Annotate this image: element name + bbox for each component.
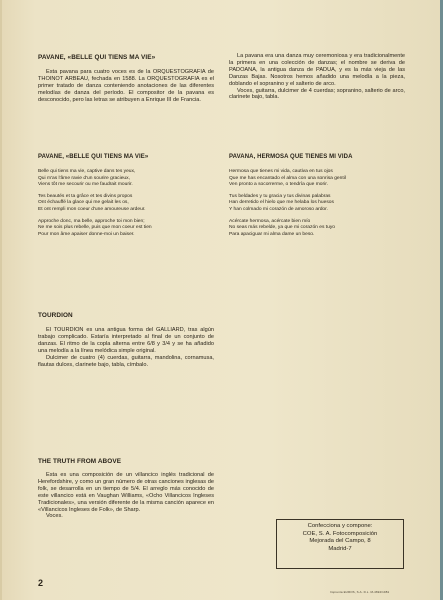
pavane-body bbox=[38, 69, 214, 104]
lyrics-line: Viens tôt me secourir ou me faudrait mourir. bbox=[38, 182, 133, 188]
printer-imprint: Imprenta EUROS, S.A. D.L. M-4692/1981 bbox=[330, 590, 390, 594]
lyrics-line: Ne me sois plus rebelle, puis que mon coeur est tien bbox=[38, 225, 152, 231]
lyrics-line: Acércate hermosa, acércate bien mío bbox=[229, 218, 311, 224]
padoana-paragraph: La pavana era una danza muy ceremoniosa y era tradicionalmente la primera en una colección de danzas; el nombre se deriva de PADOANA, la antigua danza de PADUA, y es la más vieja de las Danzas Bajas. Nosotros hemos añadido una melodía a la pieza, doblando el sopranino y el salterio de arco. bbox=[229, 53, 405, 87]
pavane-title: PAVANE, «BELLE QUI TIENS MA VIE» bbox=[38, 54, 156, 61]
pavane-paragraph: Esta pavana para cuatro voces es de la ORQUESTOGRAFIA de THOINOT ARBEAU, fechada en 1588. La ORQUESTOGRAFIA es el primer tratado de danza conteniendo anotaciones de las diferentes melodías de danza del período. El compositor de la pavana es desconocido, pero las letras se atribuyen a Enrique III de Francia. bbox=[38, 69, 214, 103]
lyrics-line: Belle qui tiens ma vie, captive dans tes yeux, bbox=[38, 169, 136, 174]
lyrics-stanza bbox=[38, 219, 214, 239]
padoana-paragraph: Voces, guitarra, dulcimer de 4 cuerdas; sopranino, salterio de arco, clarinete bajo, tabla. bbox=[229, 87, 405, 101]
credits-box bbox=[276, 519, 404, 569]
lyrics-stanza bbox=[38, 194, 214, 214]
lyrics-line: Ont échauffé la glace qui me gelait les os, bbox=[38, 200, 129, 206]
tourdion-paragraph: El TOURDION es una antigua forma del GALLIARD, tras algún trabajo complicado. Estaría interpretado al final de un conjunto de danzas. El ritmo de la copla alterna entre 6/8 y 3/4 y se ha añadido una melodía a la línea melódica simple original. bbox=[38, 327, 214, 354]
lyrics-line: Han derretido el hielo que me helaba los huesos bbox=[229, 200, 334, 206]
page-number: 2 bbox=[38, 578, 44, 588]
lyrics-line: Et ont rempli mon coeur d'une amoureuse ardeur. bbox=[38, 206, 146, 212]
pavana-lyrics bbox=[229, 169, 405, 238]
lyrics-line: Que me has encantado el alma con una sonrisa gentil bbox=[229, 175, 346, 181]
lyrics-line: Tus beldades y tu gracia y tus divinas palabras bbox=[229, 193, 331, 199]
page-left-edge bbox=[0, 0, 2, 600]
tourdion-section bbox=[38, 312, 214, 368]
pavane-lyrics-title: PAVANE, «BELLE QUI TIENS MA VIE» bbox=[38, 154, 149, 160]
lyrics-line: Para apaciguar mi alma dame un beso. bbox=[229, 231, 315, 237]
padoana-section bbox=[229, 53, 405, 101]
truth-paragraph: Voces. bbox=[46, 513, 63, 520]
lyrics-line: No seas más rebelde, ya que mi corazón es tuyo bbox=[229, 225, 336, 231]
lyrics-line: Y han colmado mi corazón de amoroso ardor. bbox=[229, 206, 328, 212]
lyrics-stanza bbox=[229, 194, 405, 214]
pavana-lyrics-section bbox=[229, 154, 405, 243]
lyrics-line: Tes beautés et ta grâce et tes divins propos bbox=[38, 193, 133, 199]
credits-line: COE, S. A. Fotocomposición bbox=[302, 530, 378, 537]
credits-line: Mejorada del Campo, 8 bbox=[309, 538, 371, 545]
truth-title: THE TRUTH FROM ABOVE bbox=[38, 458, 122, 465]
pavane-section bbox=[38, 54, 214, 104]
tourdion-body bbox=[38, 327, 214, 368]
truth-paragraph: Esta es una composición de un villancico inglés tradicional de Herefordshire, y como un gran número de otras canciones inglesas de folk, se desarrolla en un tiempo de 5/4. El arreglo más conocido de este villancico está en Vaughan Williams, «Ocho Villancicos Ingleses Tradicionales», una versión diferente de la misma canción aparece en «Villancicos Ingleses de Folk», de Sharp. bbox=[38, 472, 214, 513]
credits-line: Madrid-7 bbox=[328, 545, 352, 552]
pavane-lyrics bbox=[38, 169, 214, 238]
pavane-lyrics-section bbox=[38, 154, 214, 243]
lyrics-line: Hermosa que tienes mi vida, cautiva en tus ojos bbox=[229, 169, 333, 174]
tourdion-title: TOURDION bbox=[38, 312, 73, 319]
truth-section bbox=[38, 458, 214, 520]
pavana-lyrics-title: PAVANA, HERMOSA QUE TIENES MI VIDA bbox=[229, 154, 353, 160]
lyrics-stanza bbox=[229, 219, 405, 239]
tourdion-paragraph: Dulcimer de cuatro (4) cuerdas, guitarra, mandolina, cornamusa, flautas dulces, clarinete bajo, tabla, címbalo. bbox=[38, 354, 214, 368]
lyrics-stanza bbox=[229, 169, 405, 189]
lyrics-line: Ven pronto a socorrerme, o tendría que morir. bbox=[229, 182, 328, 188]
lyrics-stanza bbox=[38, 169, 214, 189]
credits-line: Confecciona y compone: bbox=[307, 523, 373, 529]
lyrics-line: Qui m'as l'âme ravie d'un sourire gracieux, bbox=[38, 175, 130, 181]
lyrics-line: Pour mon âme apaiser donne-moi un baiser. bbox=[38, 231, 135, 237]
lyrics-line: Approche donc, ma belle, approche toi mon bien; bbox=[38, 218, 145, 224]
truth-body bbox=[38, 472, 214, 520]
padoana-body bbox=[229, 53, 405, 101]
